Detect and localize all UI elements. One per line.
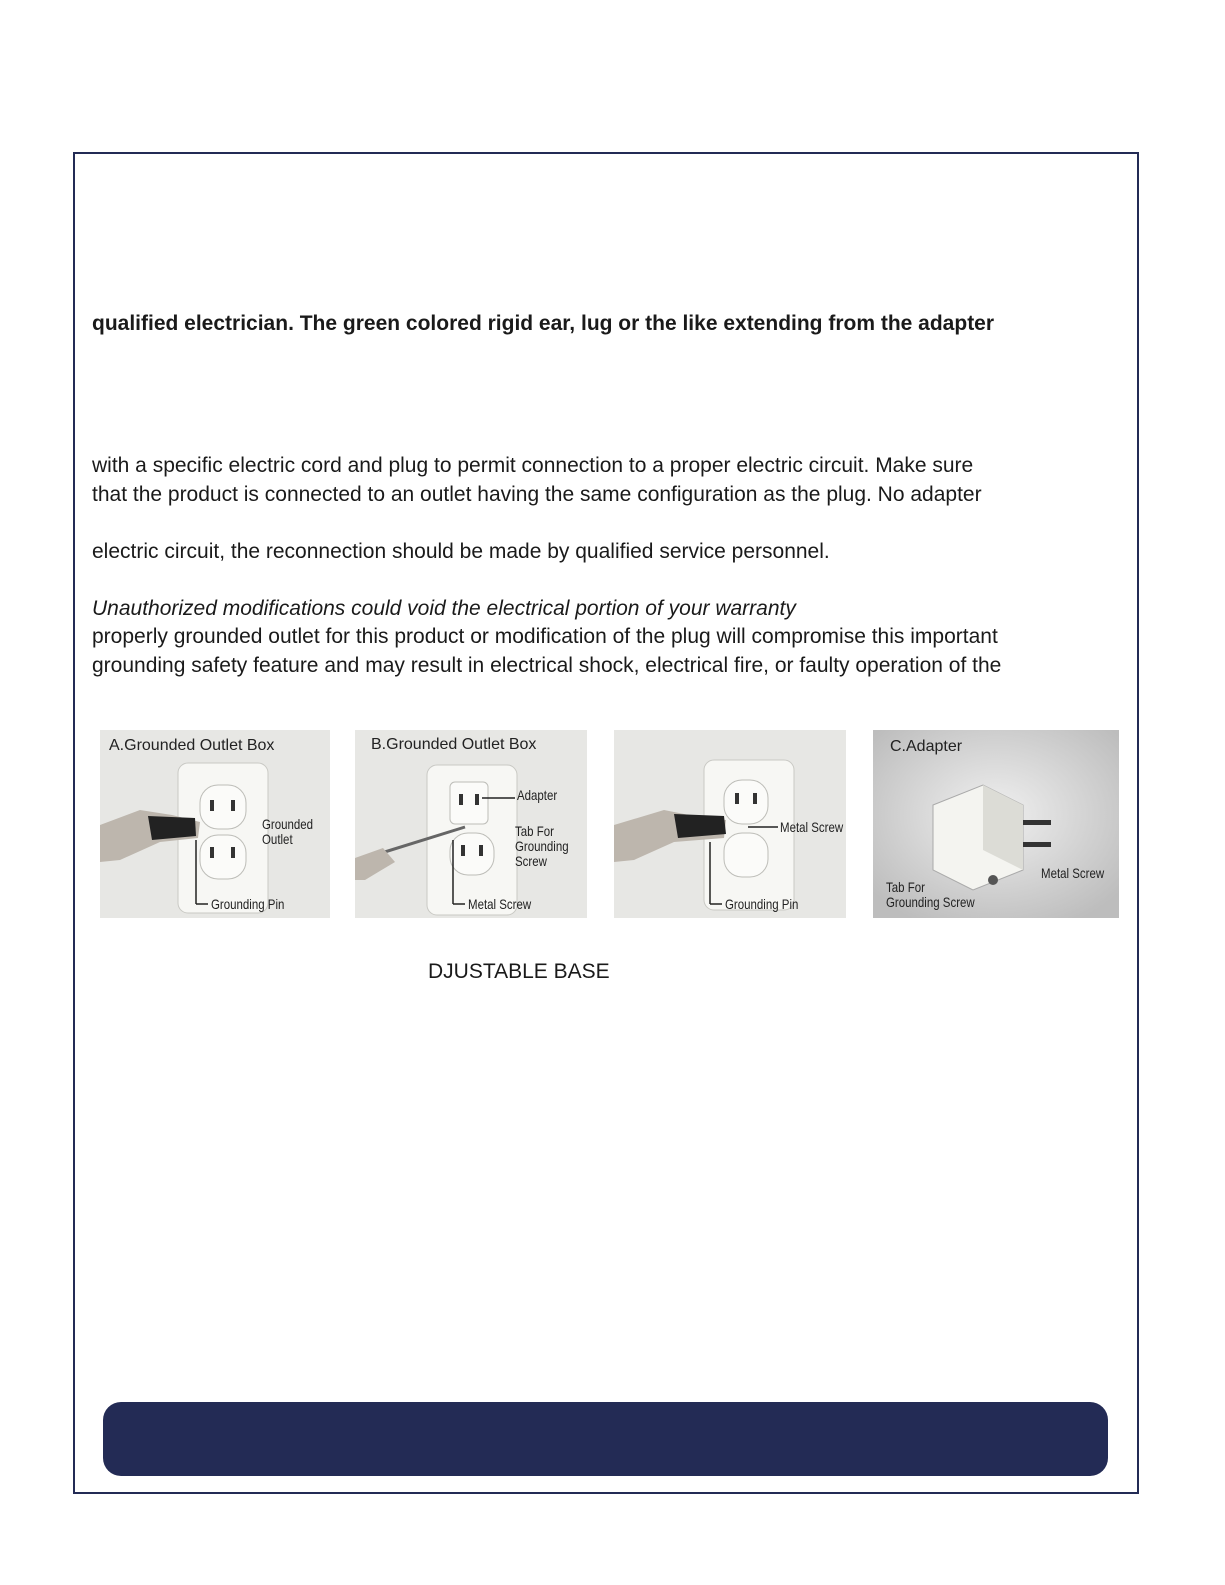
label-tab-for-grounding-screw: Tab For Grounding Screw: [515, 823, 569, 869]
section-heading: DJUSTABLE BASE: [428, 960, 610, 983]
label-metal-screw: Metal Screw: [468, 896, 532, 912]
text-line: electric circuit, the reconnection should be made by qualified service personnel.: [92, 540, 830, 563]
text-line: Unauthorized modifications could void the electrical portion of your warranty: [92, 597, 796, 620]
label-grounded-outlet: Grounded Outlet: [262, 816, 314, 847]
label-tab-for-grounding-screw: Tab For Grounding Screw: [886, 879, 975, 910]
label-adapter: Adapter: [517, 787, 558, 803]
text-line: that the product is connected to an outlet having the same configuration as the plug. No adapter: [92, 483, 982, 506]
figure-caption: B.Grounded Outlet Box: [371, 736, 537, 753]
figure-plug-in-adapter: [614, 730, 846, 918]
text-line: with a specific electric cord and plug to permit connection to a proper electric circuit. Make sure: [92, 454, 974, 477]
label-metal-screw: Metal Screw: [780, 819, 844, 835]
label-metal-screw: Metal Screw: [1041, 865, 1105, 881]
text-line: grounding safety feature and may result in electrical shock, electrical fire, or faulty operation of the: [92, 654, 1002, 677]
figure-grounded-outlet-box-a: [100, 730, 330, 918]
figure-adapter-c: [873, 730, 1119, 918]
figure-caption: A.Grounded Outlet Box: [109, 737, 275, 754]
label-grounding-pin: Grounding Pin: [725, 896, 799, 912]
text-line: properly grounded outlet for this product or modification of the plug will compromise this important: [92, 625, 998, 648]
text-line: qualified electrician. The green colored rigid ear, lug or the like extending from the adapter: [92, 312, 995, 335]
label-grounding-pin: Grounding Pin: [211, 896, 285, 912]
footer-banner: [103, 1402, 1108, 1476]
figure-grounded-outlet-box-b: [355, 730, 587, 918]
figure-caption: C.Adapter: [890, 738, 963, 755]
